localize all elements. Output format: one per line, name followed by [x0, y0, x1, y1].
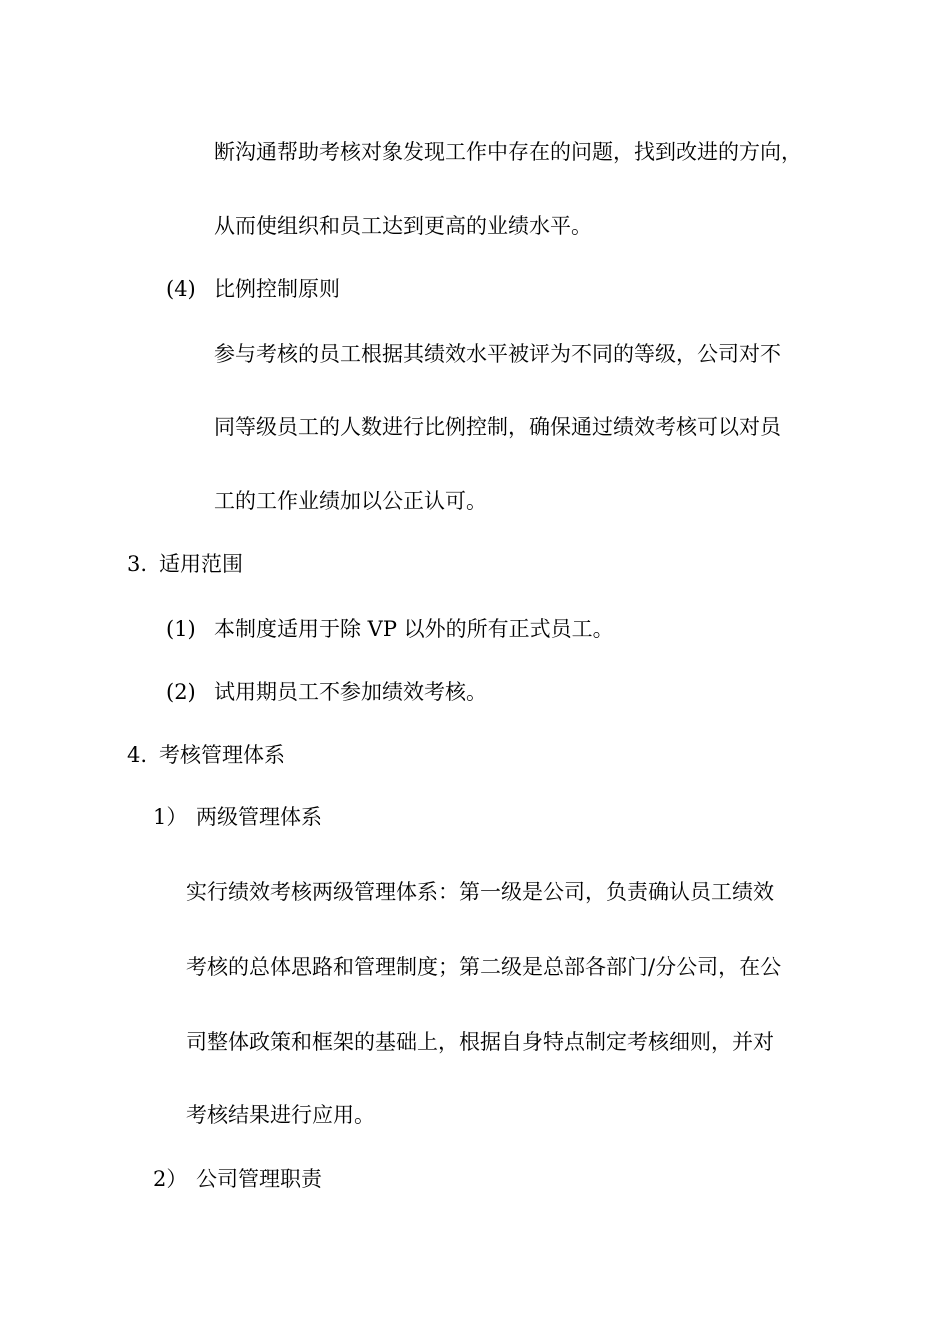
section-heading: 适用范围 — [159, 552, 243, 576]
paragraph-line: 从而使组织和员工达到更高的业绩水平。 — [214, 214, 592, 238]
paragraph-line: 实行绩效考核两级管理体系：第一级是公司，负责确认员工绩效 — [186, 880, 774, 904]
list-item: 试用期员工不参加绩效考核。 — [214, 680, 487, 704]
subsection-number: 1） — [153, 805, 188, 829]
paragraph-line: 考核的总体思路和管理制度；第二级是总部各部门/分公司，在公 — [186, 955, 782, 979]
section-heading: 考核管理体系 — [159, 743, 285, 767]
item-heading: 比例控制原则 — [214, 277, 340, 301]
item-number: (2) — [166, 680, 196, 704]
paragraph-line: 工的工作业绩加以公正认可。 — [214, 489, 487, 513]
item-number: (1) — [166, 617, 196, 641]
section-number: 4. — [127, 743, 148, 767]
subsection-heading: 两级管理体系 — [196, 805, 322, 829]
subsection-heading: 公司管理职责 — [196, 1167, 322, 1191]
section-number: 3. — [127, 552, 148, 576]
paragraph-line: 同等级员工的人数进行比例控制，确保通过绩效考核可以对员 — [214, 415, 781, 439]
paragraph-line: 参与考核的员工根据其绩效水平被评为不同的等级，公司对不 — [214, 342, 781, 366]
paragraph-line: 司整体政策和框架的基础上，根据自身特点制定考核细则，并对 — [186, 1030, 774, 1054]
paragraph-line: 考核结果进行应用。 — [186, 1103, 375, 1127]
item-number: (4) — [166, 277, 196, 301]
subsection-number: 2） — [153, 1167, 188, 1191]
list-item: 本制度适用于除 VP 以外的所有正式员工。 — [214, 617, 614, 641]
paragraph-line: 断沟通帮助考核对象发现工作中存在的问题，找到改进的方向， — [214, 140, 802, 164]
